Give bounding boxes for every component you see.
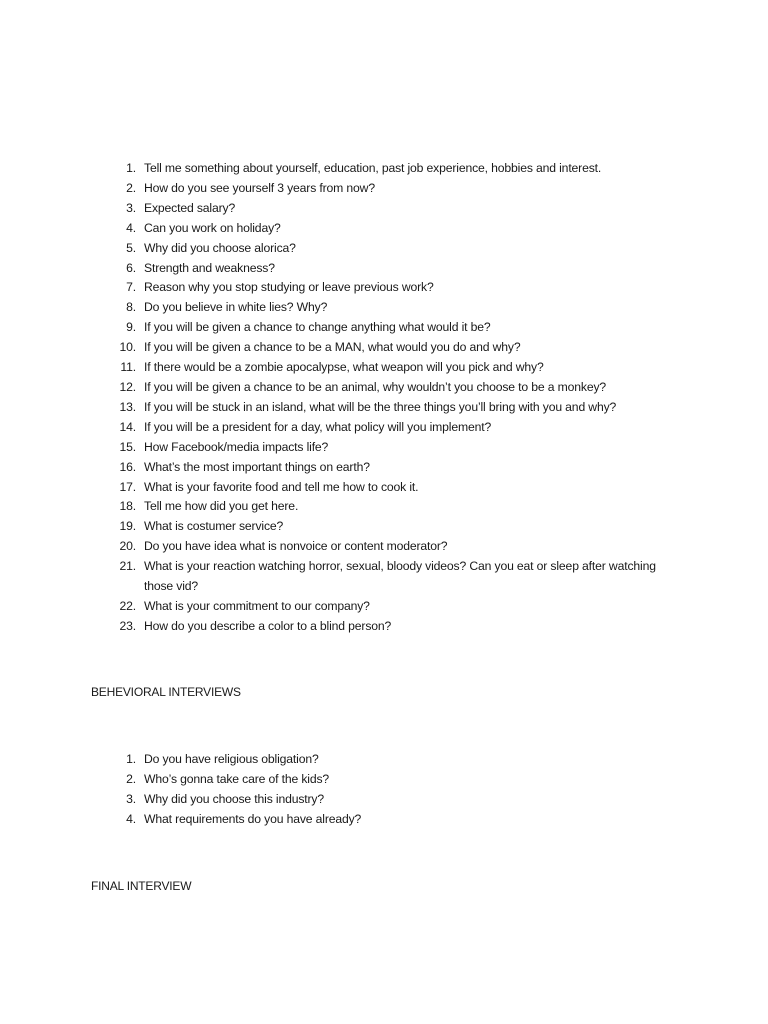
question-number: 4. (126, 220, 136, 235)
question-number: 11. (120, 360, 136, 375)
behavioral-interviews-heading: BEHEVIORAL INTERVIEWS (91, 685, 241, 699)
final-interview-heading: FINAL INTERVIEW (91, 879, 192, 893)
question-text: Strength and weakness? (144, 260, 275, 275)
question-item (104, 790, 664, 810)
question-item (104, 810, 664, 830)
question-item (104, 438, 664, 458)
question-item (104, 458, 664, 478)
question-number: 8. (126, 300, 136, 315)
question-number: 20. (119, 539, 136, 554)
question-text: If you will be stuck in an island, what will be the three things you’ll bring with you and why? (144, 399, 617, 414)
question-text: Tell me how did you get here. (144, 499, 299, 514)
question-number: 18. (119, 499, 136, 514)
question-item (104, 750, 664, 770)
question-item (104, 537, 664, 557)
question-text: If you will be given a chance to be an animal, why wouldn’t you choose to be a monkey? (144, 379, 607, 394)
question-number: 21. (119, 559, 136, 574)
question-number: 10. (119, 340, 136, 355)
question-number: 6. (126, 260, 136, 275)
question-item (104, 278, 664, 298)
question-number: 4. (126, 811, 136, 826)
question-text: Why did you choose this industry? (144, 791, 324, 806)
question-item (104, 298, 664, 318)
question-text: Why did you choose alorica? (144, 240, 296, 255)
question-text: Expected salary? (144, 200, 236, 215)
question-text: If you will be given a chance to change anything what would it be? (144, 320, 491, 335)
question-number: 22. (119, 598, 136, 613)
question-text: Who’s gonna take care of the kids? (144, 771, 330, 786)
interview-question-list (104, 159, 664, 637)
question-text: Do you believe in white lies? Why? (144, 300, 328, 315)
question-text: How do you describe a color to a blind person? (144, 618, 392, 633)
question-item (104, 259, 664, 279)
question-number: 23. (119, 618, 136, 633)
question-number: 1. (126, 752, 136, 766)
question-number: 3. (126, 200, 136, 215)
question-text: Do you have idea what is nonvoice or content moderator? (144, 539, 448, 554)
question-item (104, 318, 664, 338)
question-number: 16. (119, 459, 136, 474)
question-text: How do you see yourself 3 years from now? (144, 180, 375, 195)
question-number: 19. (119, 519, 136, 534)
question-item (104, 770, 664, 790)
question-item (104, 239, 664, 259)
question-item (104, 517, 664, 537)
question-item (104, 338, 664, 358)
question-number: 9. (126, 320, 136, 335)
question-text: What requirements do you have already? (144, 811, 362, 826)
behavioral-question-list (104, 750, 664, 830)
question-item (104, 557, 664, 597)
question-item (104, 358, 664, 378)
question-number: 13. (119, 399, 136, 414)
question-text: If you will be a president for a day, what policy will you implement? (144, 419, 492, 434)
question-number: 12. (119, 379, 136, 394)
question-text: Do you have religious obligation? (144, 752, 319, 766)
question-number: 15. (119, 439, 136, 454)
question-item (104, 398, 664, 418)
question-number: 14. (119, 419, 136, 434)
question-item (104, 478, 664, 498)
question-text: Tell me something about yourself, education, past job experience, hobbies and interest. (144, 161, 602, 175)
question-text: What is your reaction watching horror, sexual, bloody videos? Can you eat or sleep after watching those vid? (144, 559, 656, 594)
question-text: What is costumer service? (144, 519, 284, 534)
question-item (104, 159, 664, 179)
question-text: If there would be a zombie apocalypse, what weapon will you pick and why? (144, 360, 544, 375)
question-item (104, 219, 664, 239)
question-number: 2. (126, 180, 136, 195)
question-text: How Facebook/media impacts life? (144, 439, 329, 454)
question-number: 2. (126, 771, 136, 786)
question-number: 17. (119, 479, 136, 494)
question-number: 3. (126, 791, 136, 806)
question-item (104, 199, 664, 219)
question-text: Can you work on holiday? (144, 220, 281, 235)
question-item (104, 497, 664, 517)
question-item (104, 597, 664, 617)
question-text: Reason why you stop studying or leave previous work? (144, 280, 434, 295)
question-text: What is your favorite food and tell me how to cook it. (144, 479, 419, 494)
question-number: 5. (126, 240, 136, 255)
question-item (104, 378, 664, 398)
question-item (104, 179, 664, 199)
question-item (104, 617, 664, 637)
question-text: What is your commitment to our company? (144, 598, 370, 613)
question-item (104, 418, 664, 438)
question-text: If you will be given a chance to be a MAN, what would you do and why? (144, 340, 521, 355)
question-number: 1. (126, 161, 136, 175)
question-text: What’s the most important things on earth? (144, 459, 370, 474)
question-number: 7. (126, 280, 136, 295)
